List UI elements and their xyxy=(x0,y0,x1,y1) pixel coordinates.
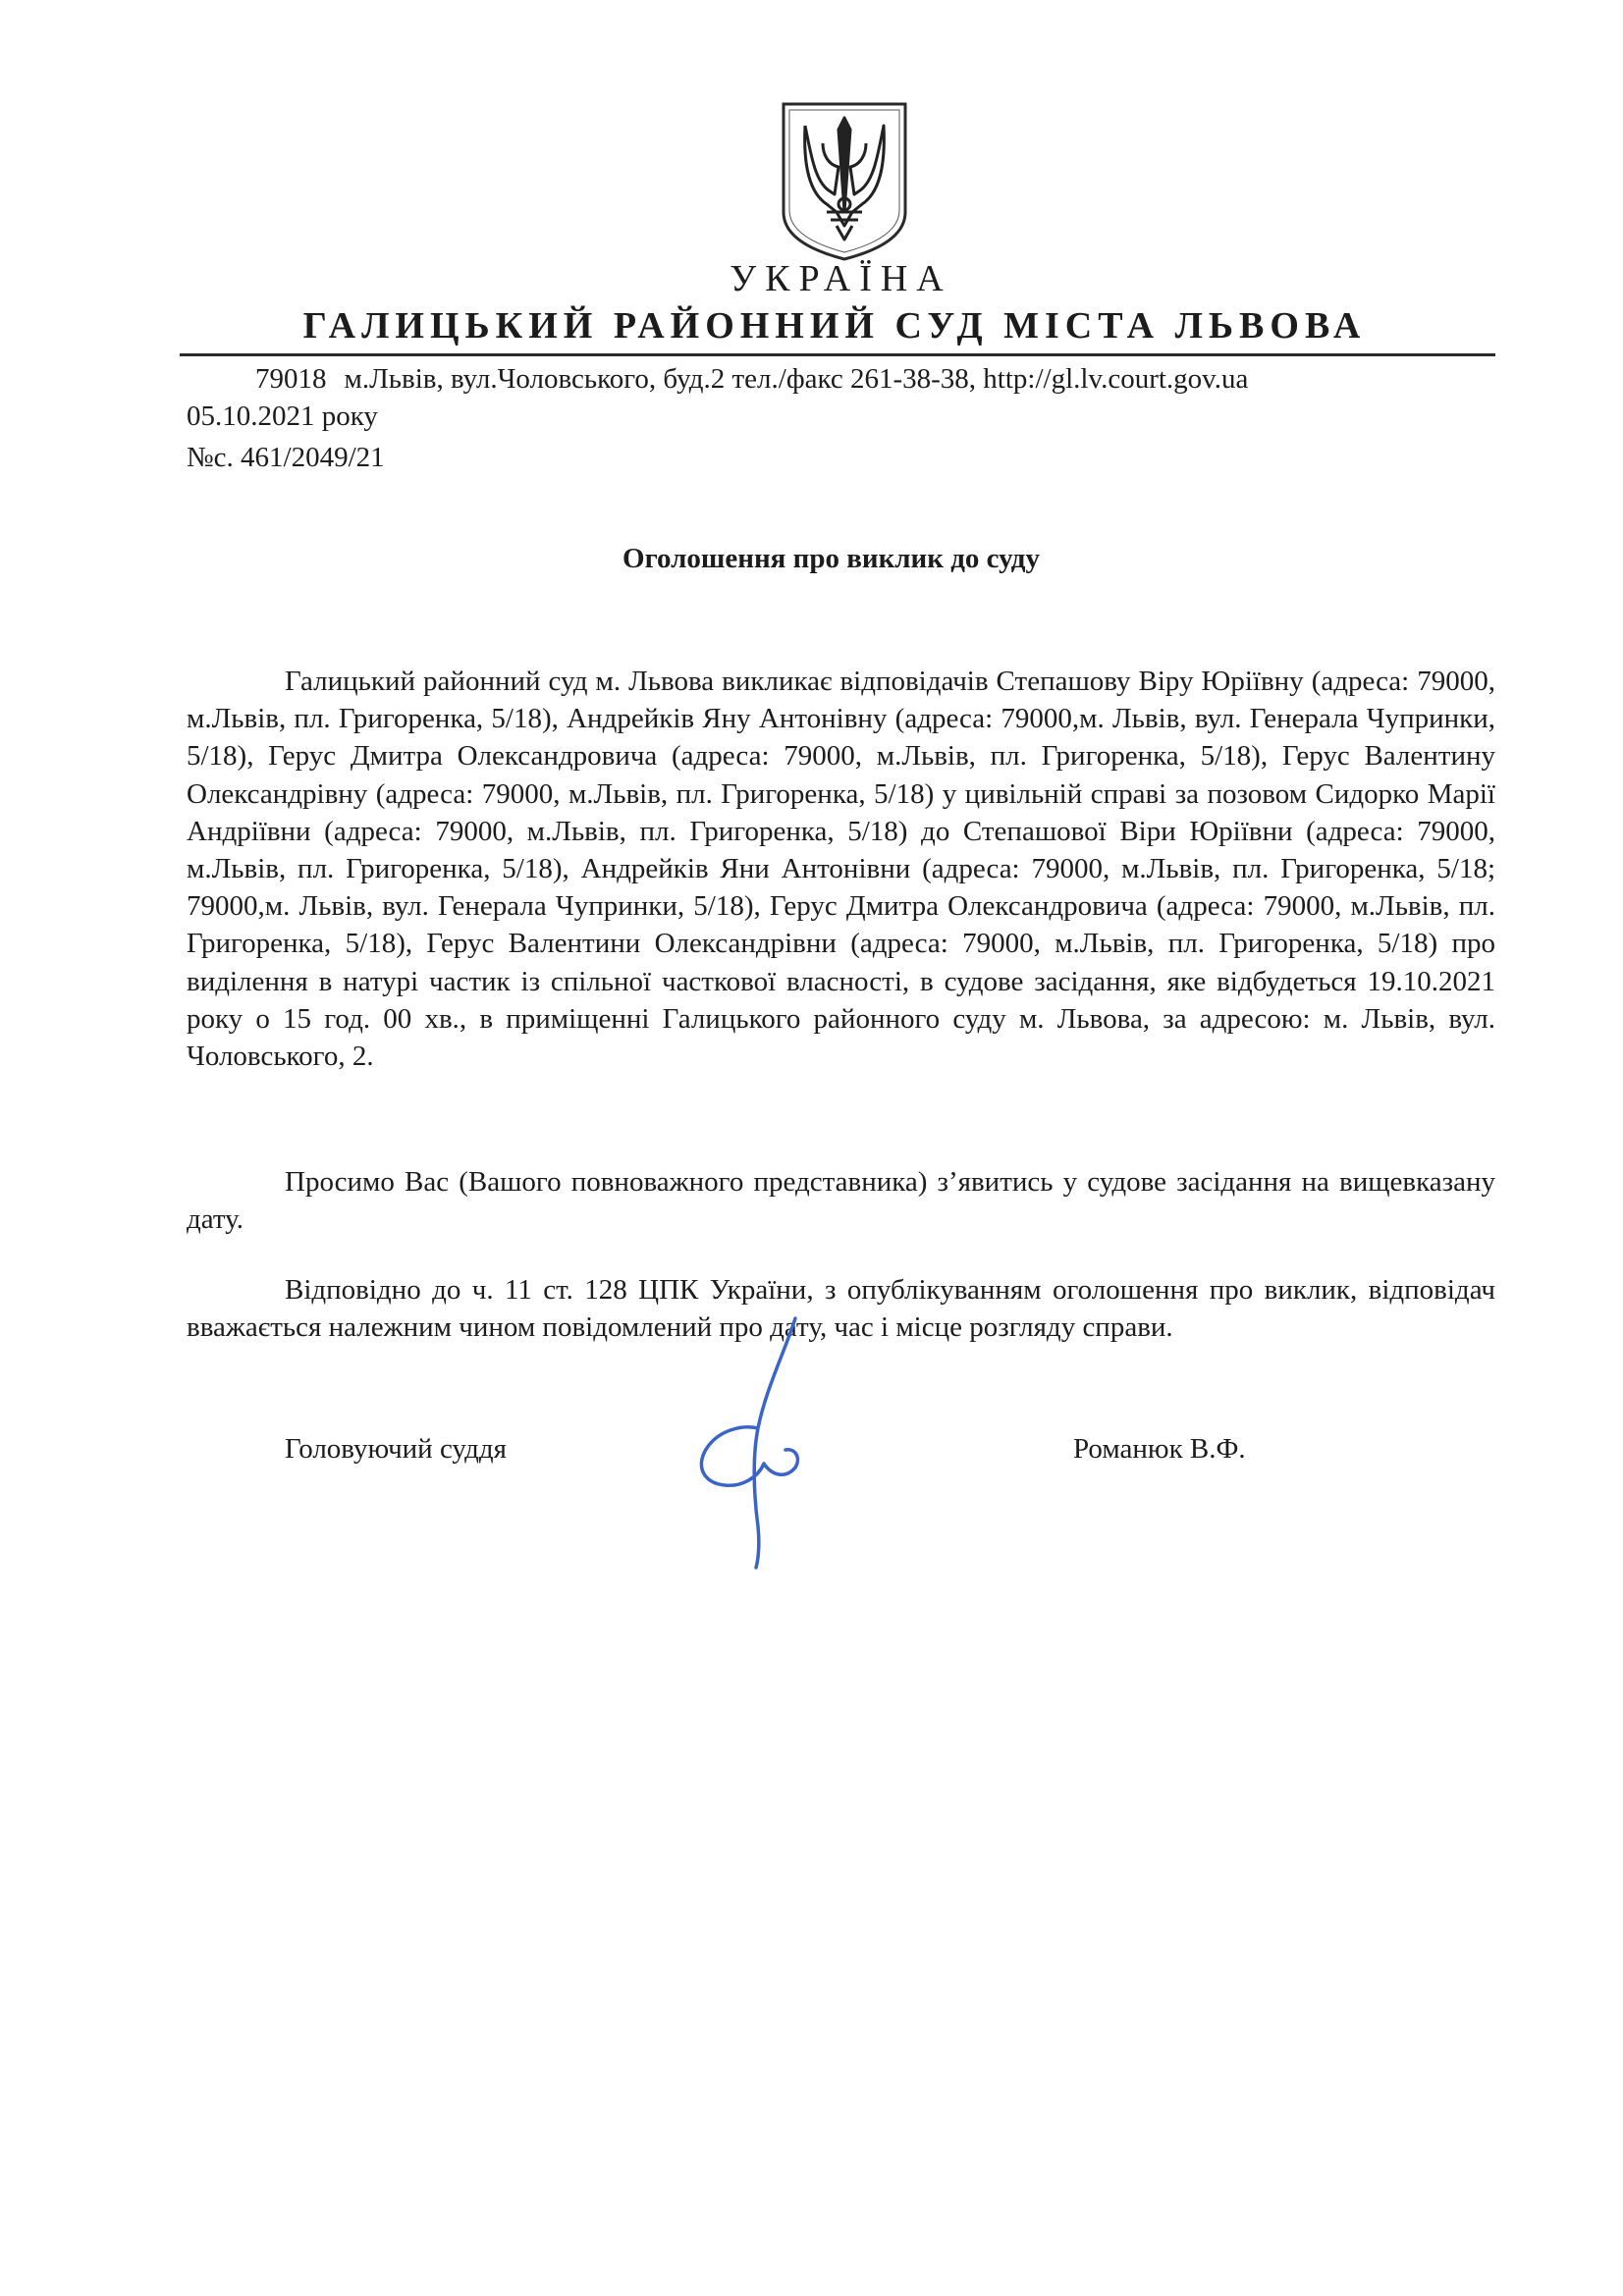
court-address xyxy=(255,363,1248,396)
country-name: УКРАЇНА xyxy=(730,258,952,299)
trident-coat-of-arms-icon xyxy=(776,96,913,263)
signatory-role: Головуючий суддя xyxy=(285,1433,507,1465)
notice-paragraph-request: Просимо Вас (Вашого повноважного представника) з’явитись у судове засідання на вищевказану дату. xyxy=(187,1166,1495,1236)
header-divider xyxy=(180,353,1495,356)
notice-paragraph-summons: Галицький районний суд м. Львова викликає відповідачів Степашову Віру Юріївну (адреса: 79000, м.Львів, пл. Григоренка, 5/18), Андрейків Яну Антонівну (адреса: 79000,м. Львів, вул. Генерала Чупринки, 5/18), Герус Дмитра Олександровича (адреса: 79000, м.Львів, пл. Григоренка, 5/18), Герус Валентину Олександрівну (адреса: 79000, м.Львів, пл. Григоренка, 5/18) у цивільній справі за позовом Сидорко Марії Андріївни (адреса: 79000, м.Львів, пл. Григоренка, 5/18) до Степашової Віри Юріївни (адреса: 79000, м.Львів, пл. Григоренка, 5/18), Андрейків Яни Антонівни (адреса: 79000, м.Львів, пл. Григоренка, 5/18; 79000,м. Львів, вул. Генерала Чупринки, 5/18), Герус Дмитра Олександровича (адреса: 79000, м.Львів, пл. Григоренка, 5/18), Герус Валентини Олександрівни (адреса: 79000, м.Львів, пл. Григоренка, 5/18) про виділення в натурі частик із спільної часткової власності, в судове засідання, яке відбудеться 19.10.2021 року о 15 год. 00 хв., в приміщенні Галицького районного суду м. Львова, за адресою: м. Львів, вул. Чоловського, 2. xyxy=(187,666,1495,1073)
handwritten-signature xyxy=(648,1310,835,1575)
address-postcode: 79018 xyxy=(255,363,327,395)
document-date: 05.10.2021 року xyxy=(187,400,378,432)
court-name: ГАЛИЦЬКИЙ РАЙОННИЙ СУД МІСТА ЛЬВОВА xyxy=(302,305,1367,347)
signatory-name: Романюк В.Ф. xyxy=(1073,1433,1246,1465)
notice-title: Оголошення про виклик до суду xyxy=(622,543,1040,574)
address-details: м.Львів, вул.Чоловського, буд.2 тел./факс 261-38-38, http://gl.lv.court.gov.ua xyxy=(344,363,1249,395)
case-number: №с. 461/2049/21 xyxy=(187,442,385,473)
notice-paragraph-legal-basis: Відповідно до ч. 11 ст. 128 ЦПК України, з опублікуванням оголошення про виклик, відповідач вважається належним чином повідомлений про дату, час і місце розгляду справи. xyxy=(187,1274,1495,1344)
